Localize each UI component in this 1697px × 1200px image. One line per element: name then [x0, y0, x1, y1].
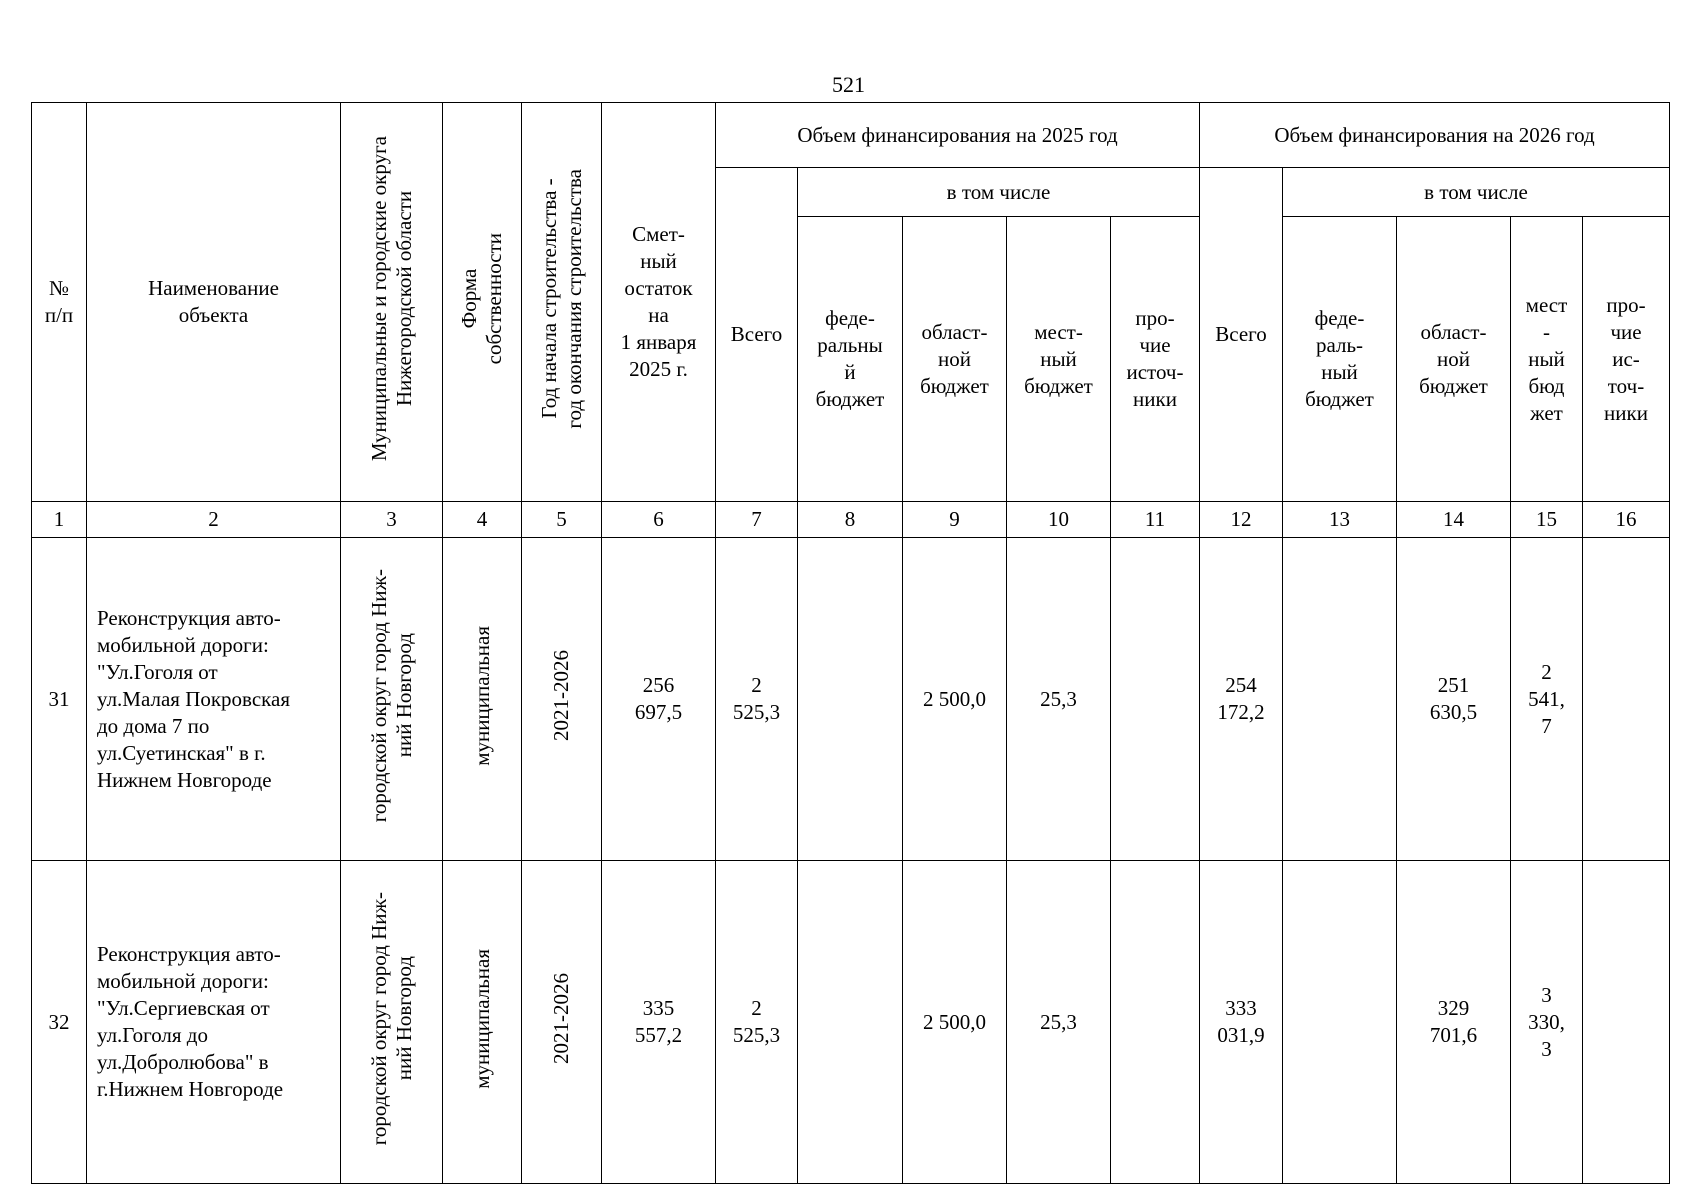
loc-2025-value: 25,3 [1007, 861, 1111, 1184]
header-ownership [443, 103, 522, 502]
reg-2025-value: 2 500,0 [903, 538, 1007, 861]
header-district-text: Муниципальные и городские округа Нижегородской области [366, 135, 416, 462]
district-cell [341, 861, 443, 1184]
years-cell [522, 538, 602, 861]
reg-2026-value: 329 701,6 [1397, 861, 1511, 1184]
column-number-row [32, 502, 1670, 538]
balance-value: 256 697,5 [602, 538, 716, 861]
column-number: 14 [1397, 502, 1511, 538]
column-number: 2 [87, 502, 341, 538]
ownership-cell [443, 861, 522, 1184]
fed-2025-value [798, 538, 903, 861]
years-text: 2021-2026 [549, 973, 573, 1064]
district-text: городской округ город Ниж- ний Новгород [366, 891, 416, 1146]
loc-2026-value: 3 330, 3 [1511, 861, 1583, 1184]
object-name: Реконструкция авто- мобильной дороги: "Ул.Гоголя от ул.Малая Покровская до дома 7 по ул.Суетинская" в г. Нижнем Новгороде [87, 538, 341, 861]
header-num: № п/п [32, 103, 87, 502]
table-row [32, 538, 1670, 861]
oth-2026-value [1583, 538, 1670, 861]
ownership-cell [443, 538, 522, 861]
header-oth-2026: про- чие ис- точ- ники [1583, 217, 1670, 502]
header-fed-2026: феде- раль- ный бюджет [1283, 217, 1397, 502]
column-number: 12 [1200, 502, 1283, 538]
column-number: 6 [602, 502, 716, 538]
column-number: 8 [798, 502, 903, 538]
object-name: Реконструкция авто- мобильной дороги: "Ул.Сергиевская от ул.Гоголя до ул.Добролюбова" в г.Нижнем Новгороде [87, 861, 341, 1184]
total-2026-value: 254 172,2 [1200, 538, 1283, 861]
row-number: 32 [32, 861, 87, 1184]
fed-2026-value [1283, 861, 1397, 1184]
page-number: 521 [832, 72, 865, 97]
header-total-2026: Всего [1200, 168, 1283, 502]
reg-2026-value: 251 630,5 [1397, 538, 1511, 861]
total-2025-value: 2 525,3 [716, 861, 798, 1184]
header-loc-2026: мест - ный бюд жет [1511, 217, 1583, 502]
header-total-2025: Всего [716, 168, 798, 502]
district-text: городской округ город Ниж- ний Новгород [366, 568, 416, 823]
header-reg-2026: област- ной бюджет [1397, 217, 1511, 502]
header-balance: Смет- ный остаток на 1 января 2025 г. [602, 103, 716, 502]
header-oth-2025: про- чие источ- ники [1111, 217, 1200, 502]
header-incl-2025: в том числе [798, 168, 1200, 217]
column-number: 5 [522, 502, 602, 538]
years-text: 2021-2026 [549, 650, 573, 741]
table-row [32, 861, 1670, 1184]
years-cell [522, 861, 602, 1184]
ownership-text: муниципальная [469, 625, 494, 766]
ownership-text: муниципальная [469, 948, 494, 1089]
header-district [341, 103, 443, 502]
header-ownership-text: Форма собственности [457, 232, 506, 365]
header-years [522, 103, 602, 502]
header-reg-2025: област- ной бюджет [903, 217, 1007, 502]
header-group-2026: Объем финансирования на 2026 год [1200, 103, 1670, 168]
column-number: 15 [1511, 502, 1583, 538]
column-number: 1 [32, 502, 87, 538]
total-2025-value: 2 525,3 [716, 538, 798, 861]
loc-2026-value: 2 541, 7 [1511, 538, 1583, 861]
column-number: 4 [443, 502, 522, 538]
column-number: 7 [716, 502, 798, 538]
header-loc-2025: мест- ный бюджет [1007, 217, 1111, 502]
column-number: 10 [1007, 502, 1111, 538]
total-2026-value: 333 031,9 [1200, 861, 1283, 1184]
fed-2025-value [798, 861, 903, 1184]
header-incl-2026: в том числе [1283, 168, 1670, 217]
loc-2025-value: 25,3 [1007, 538, 1111, 861]
balance-value: 335 557,2 [602, 861, 716, 1184]
column-number: 9 [903, 502, 1007, 538]
column-number: 16 [1583, 502, 1670, 538]
oth-2026-value [1583, 861, 1670, 1184]
district-cell [341, 538, 443, 861]
column-number: 13 [1283, 502, 1397, 538]
column-number: 3 [341, 502, 443, 538]
header-group-2025: Объем финансирования на 2025 год [716, 103, 1200, 168]
header-fed-2025: феде- ральны й бюджет [798, 217, 903, 502]
oth-2025-value [1111, 861, 1200, 1184]
header-name: Наименование объекта [87, 103, 341, 502]
row-number: 31 [32, 538, 87, 861]
column-number: 11 [1111, 502, 1200, 538]
fed-2026-value [1283, 538, 1397, 861]
reg-2025-value: 2 500,0 [903, 861, 1007, 1184]
financing-table [31, 102, 1670, 1184]
header-years-text: Год начала строительства - год окончания строительства [536, 168, 586, 429]
oth-2025-value [1111, 538, 1200, 861]
